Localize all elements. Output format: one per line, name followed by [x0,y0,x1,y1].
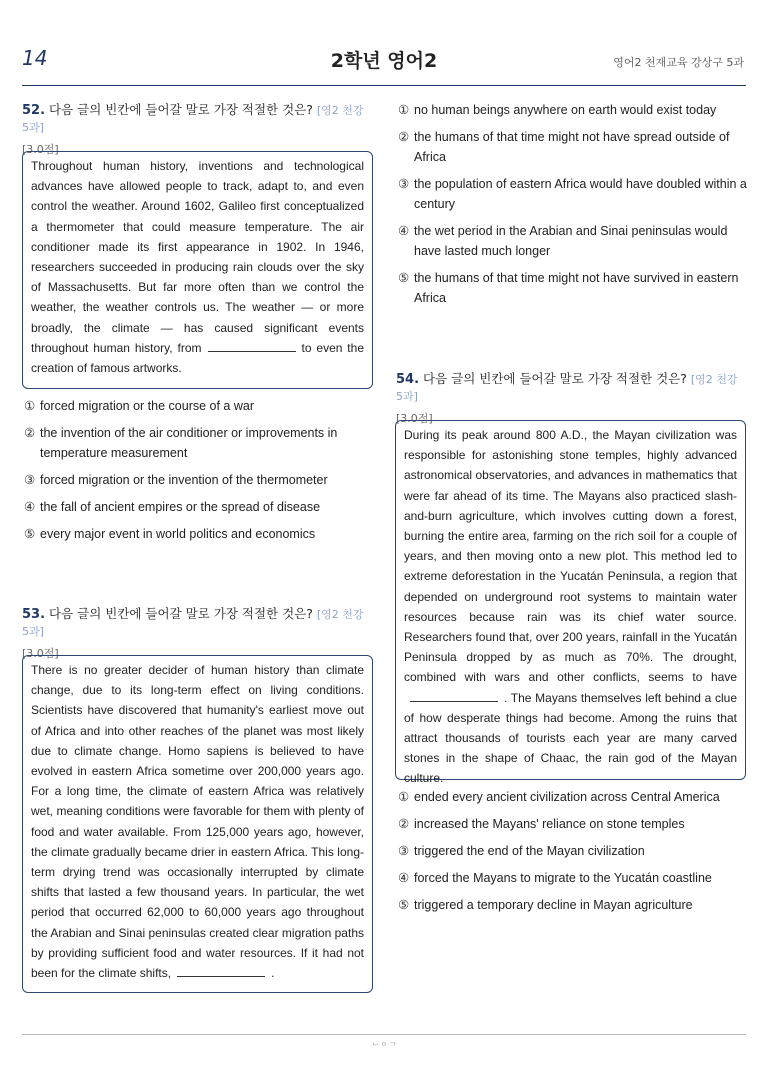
question-54-options [398,787,748,922]
question-52-options [24,396,374,551]
question-number: 52. [22,103,46,118]
passage-text: Throughout human history, inventions and technological advances have allowed people to track, adapt to, and even control the weather. Around 1602, Galileo first conceptualized a thermometer that could measure temperature. The air conditioner made its first appearance in 1902. In 1946, researchers succeeded in producing rain clouds over the sky of Massachusetts. But far more often than we control the weather, the weather controls us. The weather — or more broadly, the climate — has caused significant events throughout human history, from [31,159,364,355]
option-4[interactable] [398,868,748,888]
option-marker: ⑤ [24,527,36,541]
option-text: the humans of that time might not have survived in eastern Africa [414,271,739,305]
question-53-options [398,100,748,315]
option-text: every major event in world politics and economics [40,527,316,541]
option-2[interactable] [398,814,748,834]
question-points: [3.0점] [22,143,59,156]
option-text: increased the Mayans' reliance on stone temples [414,817,685,831]
question-54-heading [396,371,746,427]
option-marker: ② [398,817,410,831]
question-prompt: 다음 글의 빈칸에 들어갈 말로 가장 적절한 것은? [423,371,687,386]
answer-blank [177,966,265,977]
option-text: no human beings anywhere on earth would exist today [414,103,717,117]
option-text: the wet period in the Arabian and Sinai peninsulas would have lasted much longer [414,224,728,258]
option-marker: ⑤ [398,898,410,912]
option-marker: ① [398,790,410,804]
option-2[interactable] [398,127,748,167]
option-3[interactable] [24,470,374,490]
option-5[interactable] [24,524,374,544]
passage-text: . [271,966,275,981]
question-source: [영2 천강 5과] [396,373,738,403]
option-3[interactable] [398,174,748,214]
option-text: forced the Mayans to migrate to the Yucatán coastline [414,871,712,885]
passage-text: . The Mayans themselves left behind a clue of how desperate things had become. Among the ruins that attract thousands of tourists each year are many carved stones in the shape of Chaac, the rain god of the Mayan culture. [404,690,737,786]
question-source: [영2 천강 5과] [22,104,364,134]
option-text: triggered the end of the Mayan civilization [414,844,645,858]
option-5[interactable] [398,268,748,308]
option-marker: ④ [398,871,410,885]
question-prompt: 다음 글의 빈칸에 들어갈 말로 가장 적절한 것은? [49,102,313,117]
question-52-heading [22,102,372,158]
option-marker: ② [24,426,36,440]
option-text: the population of eastern Africa would have doubled within a century [414,177,747,211]
footer-page-code: ᄂᄋᄀ [370,1043,398,1053]
option-marker: ⑤ [398,271,410,285]
option-4[interactable] [24,497,374,517]
option-text: the fall of ancient empires or the spread of disease [40,500,321,514]
question-53-passage [22,655,373,993]
option-2[interactable] [24,423,374,463]
option-text: ended every ancient civilization across Central America [414,790,720,804]
header-divider [22,85,746,86]
question-52-passage [22,151,373,389]
option-3[interactable] [398,841,748,861]
page-title: 2학년 영어2 [330,50,438,72]
passage-text: There is no greater decider of human history than climate change, due to its long-term effect on living conditions. Scientists have discovered that humanity's earliest move out of Africa and into other reaches of the planet was most likely due to climate change. Homo sapiens is believed to have evolved in eastern Africa sometime over 200,000 years ago. For a long time, the climate of eastern Africa was relatively wet, meaning conditions were favorable for them with plenty of food and water available. From 125,000 years ago, however, the climate gradually became drier in eastern Africa. This long-term drying trend was occasionally interrupted by climate shifts that lasted a few thousand years. In particular, the wet period that occurred 62,000 to 60,000 years ago throughout the Arabian and Sinai peninsulas created clear migration paths by providing sufficient food and water resources. If it had not been for the climate shifts, [31,663,364,981]
option-marker: ① [398,103,410,117]
option-marker: ④ [24,500,36,514]
option-1[interactable] [398,787,748,807]
option-marker: ③ [398,844,410,858]
question-54-passage [395,420,746,786]
option-marker: ① [24,399,36,413]
question-53-heading [22,606,372,662]
answer-blank [208,341,296,352]
passage-text: to even the creation of famous artworks. [31,340,364,376]
page-number: 14 [22,46,48,70]
passage-text: During its peak around 800 A.D., the Mayan civilization was responsible for astonishing stone temples, highly advanced astronomical observatories, and advances in mathematics that were far ahead of its time. The Mayans also practiced slash-and-burn agriculture, which involves cutting down a forest, burning the entire area, farming on the rich soil for a couple of years, and then moving onto a new plot. This method led to extreme deforestation in the Yucatán Peninsula, a region that depended on underground root systems to maintain water resources because rain was its chief water source. Researchers found that, over 200 years, rainfall in the Yucatán Peninsula dropped by as much as 70%. The drought, combined with wars and other conflicts, seems to have [404,428,737,685]
option-4[interactable] [398,221,748,261]
question-number: 53. [22,607,46,622]
question-points: [3.0점] [396,412,433,425]
question-prompt: 다음 글의 빈칸에 들어갈 말로 가장 적절한 것은? [49,606,313,621]
option-1[interactable] [398,100,748,120]
question-points: [3.0점] [22,647,59,660]
option-text: the humans of that time might not have spread outside of Africa [414,130,730,164]
page-subtitle: 영어2 천재교육 강상구 5과 [613,56,744,69]
option-text: the invention of the air conditioner or improvements in temperature measurement [40,426,338,460]
option-text: triggered a temporary decline in Mayan agriculture [414,898,693,912]
option-text: forced migration or the course of a war [40,399,254,413]
option-marker: ④ [398,224,410,238]
question-number: 54. [396,372,420,387]
option-1[interactable] [24,396,374,416]
footer-divider [22,1034,746,1035]
option-5[interactable] [398,895,748,915]
option-text: forced migration or the invention of the thermometer [40,473,328,487]
option-marker: ③ [398,177,410,191]
answer-blank [410,691,498,702]
question-source: [영2 천강 5과] [22,608,364,638]
option-marker: ② [398,130,410,144]
option-marker: ③ [24,473,36,487]
